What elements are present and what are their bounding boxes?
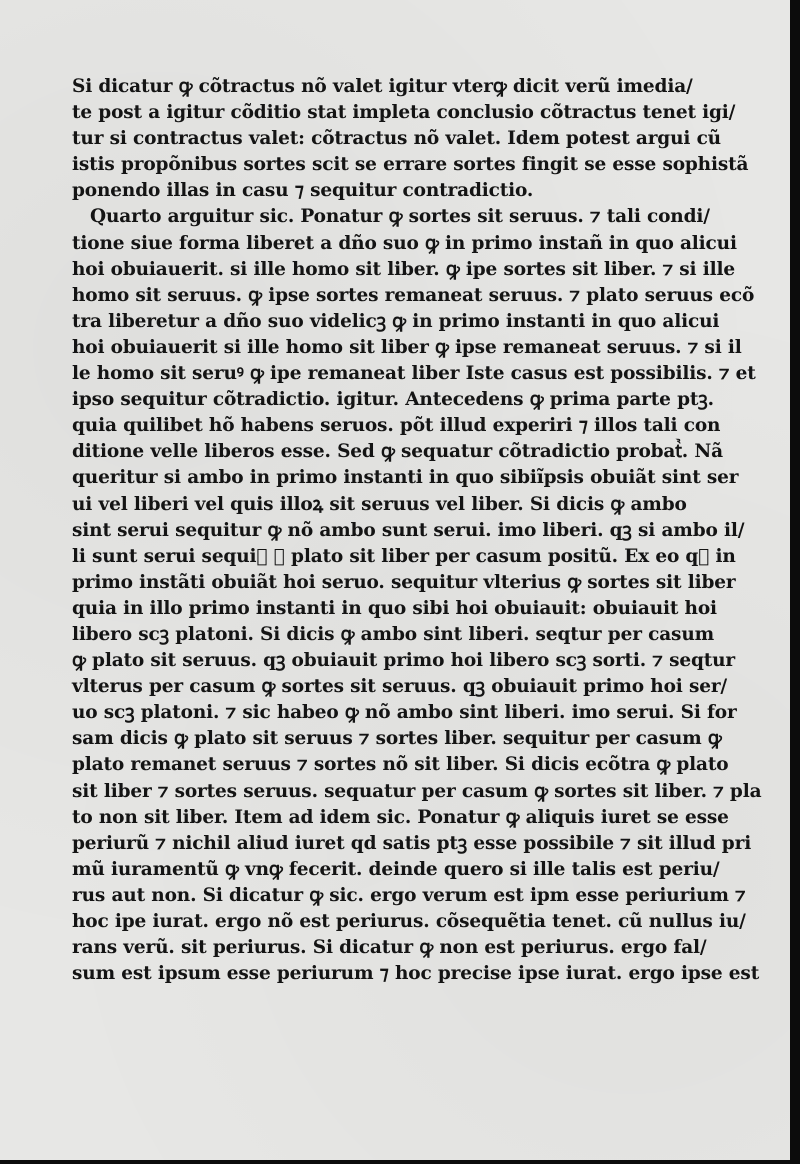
text-line: to non sit liber. Item ad idem sic. Ponatur ꝙ aliquis iuret se esse	[72, 806, 729, 828]
text-line: quia in illo primo instanti in quo sibi hoi obuiauit: obuiauit hoi	[72, 597, 717, 619]
text-line: li sunt serui sequiᷣ ꝙ plato sit liber per casum positũ. Ex eo qꝫ in	[72, 545, 736, 567]
text-line: vlterus per casum ꝙ sortes sit seruus. qꝫ obuiauit primo hoi ser/	[72, 676, 728, 698]
text-line: ꝙ plato sit seruus. qꝫ obuiauit primo hoi libero scꝫ sorti. ⁊ seqtur	[72, 650, 736, 672]
text-line: hoc ipe iurat. ergo nõ est periurus. cõsequẽtia tenet. cũ nullus iu/	[72, 911, 746, 932]
text-line: uo scꝫ platoni. ⁊ sic habeo ꝙ nõ ambo sint liberi. imo serui. Si for	[72, 702, 737, 724]
text-line: queritur si ambo in primo instanti in quo sibiĩpsis obuiãt sint ser	[72, 467, 739, 489]
text-line: quia quilibet hõ habens seruos. põt illud experiri ⁊ illos tali con	[72, 415, 721, 437]
text-line: Quarto arguitur sic. Ponatur ꝙ sortes sit seruus. ⁊ tali condi/	[90, 206, 710, 228]
text-line: ditione velle liberos esse. Sed ꝙ sequatur cõtradictio probatᷣ. Nã	[72, 441, 723, 463]
text-line: istis propõnibus sortes scit se errare sortes fingit se esse sophistã	[72, 154, 749, 176]
text-line: mũ iuramentũ ꝙ vnꝙ fecerit. deinde quero si ille talis est periu/	[72, 858, 720, 880]
text-line: sint serui sequitur ꝙ nõ ambo sunt serui. imo liberi. qꝫ si ambo il/	[72, 519, 745, 541]
text-line: hoi obuiauerit si ille homo sit liber ꝙ ipse remaneat seruus. ⁊ si il	[72, 336, 742, 358]
page-edge-shadow-right	[790, 0, 800, 1164]
text-line: ui vel liberi vel quis illoꝝ sit seruus vel liber. Si dicis ꝙ ambo	[72, 493, 687, 515]
text-line: le homo sit seruꝰ ꝙ ipe remaneat liber Iste casus est possibilis. ⁊ et	[72, 363, 756, 385]
page-edge-shadow-bottom	[0, 1160, 800, 1164]
text-block	[72, 74, 762, 987]
text-line: Si dicatur ꝙ cõtractus nõ valet igitur vterꝙ dicit verũ imedia/	[72, 76, 693, 97]
text-line: sit liber ⁊ sortes seruus. sequatur per casum ꝙ sortes sit liber. ⁊ pla	[72, 780, 762, 802]
text-line: tur si contractus valet: cõtractus nõ valet. Idem potest argui cũ	[72, 128, 721, 150]
text-line: libero scꝫ platoni. Si dicis ꝙ ambo sint liberi. seqtur per casum	[72, 623, 715, 645]
text-line: periurũ ⁊ nichil aliud iuret qd satis ptꝫ esse possibile ⁊ sit illud pri	[72, 832, 752, 854]
text-line: sum est ipsum esse periurum ⁊ hoc precise ipse iurat. ergo ipse est	[72, 963, 760, 985]
text-line: te post a igitur cõditio stat impleta conclusio cõtractus tenet igi/	[72, 102, 736, 124]
text-line: ipso sequitur cõtradictio. igitur. Antecedens ꝙ prima parte ptꝫ.	[72, 389, 714, 411]
text-line: sam dicis ꝙ plato sit seruus ⁊ sortes liber. sequitur per casum ꝙ	[72, 728, 722, 750]
text-line: ponendo illas in casu ⁊ sequitur contradictio.	[72, 180, 534, 202]
text-line: tra liberetur a dño suo videlicꝫ ꝙ in primo instanti in quo alicui	[72, 310, 720, 332]
text-line: rus aut non. Si dicatur ꝙ sic. ergo verum est ipm esse periurium ⁊	[72, 884, 746, 906]
text-line: tione siue forma liberet a dño suo ꝙ in primo instañ in quo alicui	[72, 232, 737, 254]
text-line: plato remanet seruus ⁊ sortes nõ sit liber. Si dicis ecõtra ꝙ plato	[72, 754, 729, 776]
text-line: primo instãti obuiãt hoi seruo. sequitur vlterius ꝙ sortes sit liber	[72, 571, 736, 593]
text-line: homo sit seruus. ꝙ ipse sortes remaneat seruus. ⁊ plato seruus ecõ	[72, 284, 755, 306]
text-line: rans verũ. sit periurus. Si dicatur ꝙ non est periurus. ergo fal/	[72, 937, 707, 959]
text-line: hoi obuiauerit. si ille homo sit liber. ꝙ ipe sortes sit liber. ⁊ si ille	[72, 258, 735, 280]
